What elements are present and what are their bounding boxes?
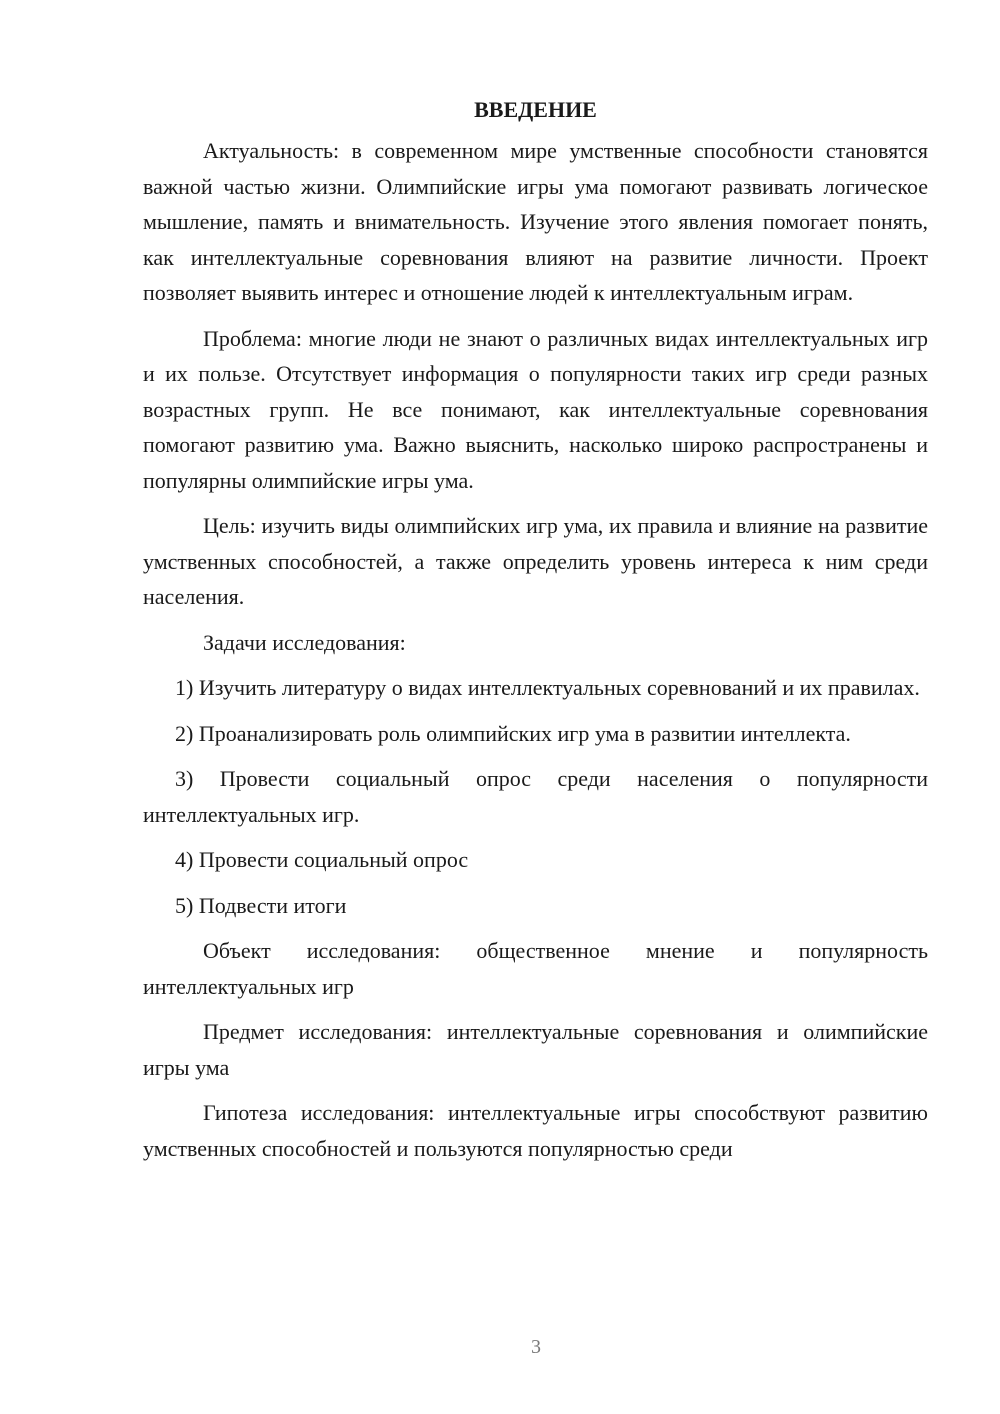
task-item-2: 2) Проанализировать роль олимпийских игр ума в развитии интеллекта.: [175, 720, 851, 746]
task-item-5: 5) Подвести итоги: [175, 892, 347, 918]
paragraph-relevance: Актуальность: в современном мире умственные способности становятся важной частью жизни. Олимпийские игры ума помогают развивать логическое мышление, память и внимательность. Изучение этого явления помогает понять, как интеллектуальные соревнования влияют на развитие личности. Проект позволяет выявить интерес и отношение людей к интеллектуальным играм.: [143, 138, 928, 305]
section-title: ВВЕДЕНИЕ: [474, 97, 597, 122]
tasks-heading: Задачи исследования:: [203, 629, 406, 655]
paragraph-hypothesis: Гипотеза исследования: интеллектуальные игры способствуют развитию умственных способностей и пользуются популярностью среди: [143, 1100, 928, 1161]
paragraph-object: Объект исследования: общественное мнение и популярность интеллектуальных игр: [143, 938, 928, 999]
page-number: 3: [531, 1336, 541, 1358]
paragraph-goal: Цель: изучить виды олимпийских игр ума, их правила и влияние на развитие умственных способностей, а также определить уровень интереса к ним среди населения.: [143, 513, 928, 609]
page-content: [143, 92, 928, 1166]
paragraph-subject: Предмет исследования: интеллектуальные соревнования и олимпийские игры ума: [143, 1019, 928, 1080]
task-item-4: 4) Провести социальный опрос: [175, 847, 469, 872]
task-item-3: 3) Провести социальный опрос среди населения о популярности интеллектуальных игр.: [143, 766, 928, 827]
task-item-1: 1) Изучить литературу о видах интеллектуальных соревнований и их правилах.: [175, 675, 920, 700]
paragraph-problem: Проблема: многие люди не знают о различных видах интеллектуальных игр и их пользе. Отсутствует информация о популярности таких игр среди разных возрастных групп. Не все понимают, как интеллектуальные соревнования помогают развитию ума. Важно выяснить, насколько широко распространены и популярны олимпийские игры ума.: [143, 325, 928, 493]
